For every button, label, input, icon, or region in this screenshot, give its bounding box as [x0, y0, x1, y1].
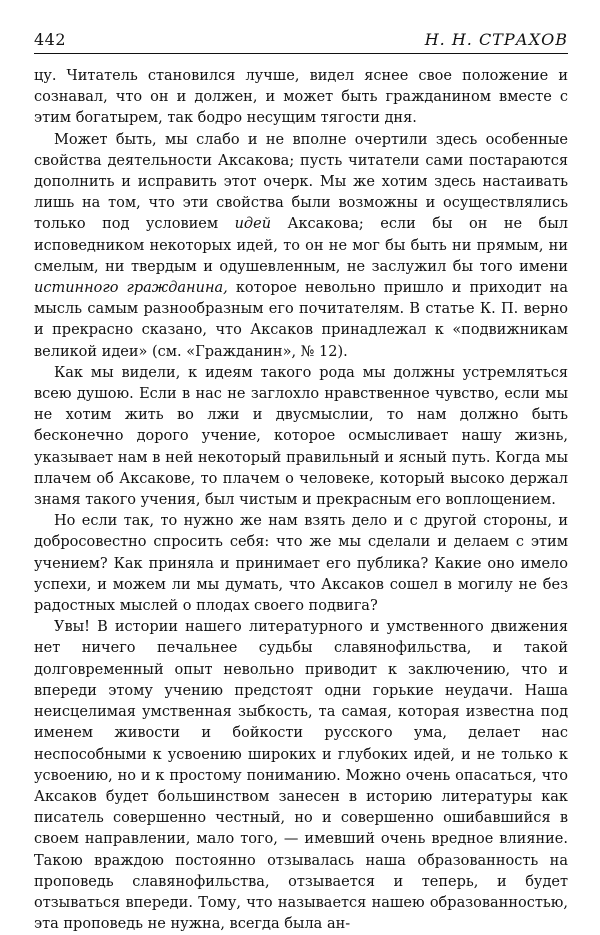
- paragraph-5: [34, 617, 568, 935]
- paragraph-text: Как мы видели, к идеям такого рода мы должны устремляться всею душою. Если в нас не заглохло нравственное чувство, если мы не хотим жить во лжи и двусмыслии, то нам должно быть бесконечно дорого учение, которое осмысливает нашу жизнь, указывает нам в ней некоторый правильный и ясный путь. Когда мы плачем об Аксакове, то плачем о человеке, который высоко держал знамя такого учения, был чистым и прекрасным его воплощением.: [34, 364, 568, 509]
- italic-text: идей: [234, 216, 272, 233]
- italic-text: истинного гражданина,: [34, 280, 228, 297]
- paragraph-text: Может быть, мы слабо и не вполне очертили здесь особенные свойства деятельности Аксакова; пусть читатели сами постараются дополнить и исправить этот очерк. Мы же хотим здесь настаивать лишь на том, что эти свойства были возможны и осуществлялись только под условием: [34, 131, 568, 233]
- paragraph-text: цу. Читатель становился лучше, видел яснее свое положение и сознавал, что он и должен, и может быть гражданином вместе с этим богатырем, так бодро несущим тягости дня.: [34, 68, 568, 127]
- page-header: [34, 30, 568, 54]
- paragraph-text: Но если так, то нужно же нам взять дело и с другой стороны, и добросовестно спросить себя: что же мы сделали и делаем с этим учением? Как приняла и принимает его публика? Какие оно имело успехи, и можем ли мы думать, что Аксаков сошел в могилу не без радостных мыслей о плодах своего подвига?: [34, 513, 568, 615]
- paragraph-3: [34, 363, 568, 511]
- running-head: Н. Н. СТРАХОВ: [424, 30, 568, 49]
- paragraph-1: [34, 66, 568, 130]
- paragraph-4: [34, 511, 568, 617]
- paragraph-text: которое невольно пришло и приходит на мысль самым разнообразным его почитателям. В статье К. П. верно и прекрасно сказано, что Аксаков принадлежал к «подвижникам великой идеи» (см. «Гражданин», № 12).: [34, 280, 568, 360]
- paragraph-text: Аксакова; если бы он не был исповедником некоторых идей, то он не мог бы быть ни прямым, ни смелым, ни твердым и одушевленным, не заслужил бы того имени: [34, 216, 568, 275]
- page-body: [34, 66, 568, 935]
- page-number: 442: [34, 30, 67, 49]
- paragraph-text: Увы! В истории нашего литературного и умственного движения нет ничего печальнее судьбы славянофильства, и такой долговременный опыт невольно приводит к заключению, что и впереди этому учению предстоят одни горькие неудачи. Наша неисцелимая умственная зыбкость, та самая, которая известна под именем живости и бойкости русского ума, делает нас неспособными к усвоению широких и глубоких идей, и не только к усвоению, но и к простому пониманию. Можно очень опасаться, что Аксаков будет большинством занесен в историю литературы как писатель совершенно честный, но и совершенно ошибавшийся в своем направлении, мало того, — имевший очень вредное влияние. Такою враждою постоянно отзывалась наша образованность на проповедь славянофильства, отзывается и теперь, и будет отзываться впереди. Тому, что называется нашею образованностью, эта проповедь не нужна, всегда была ан-: [34, 619, 568, 933]
- book-page: [34, 30, 568, 935]
- paragraph-2: [34, 130, 568, 363]
